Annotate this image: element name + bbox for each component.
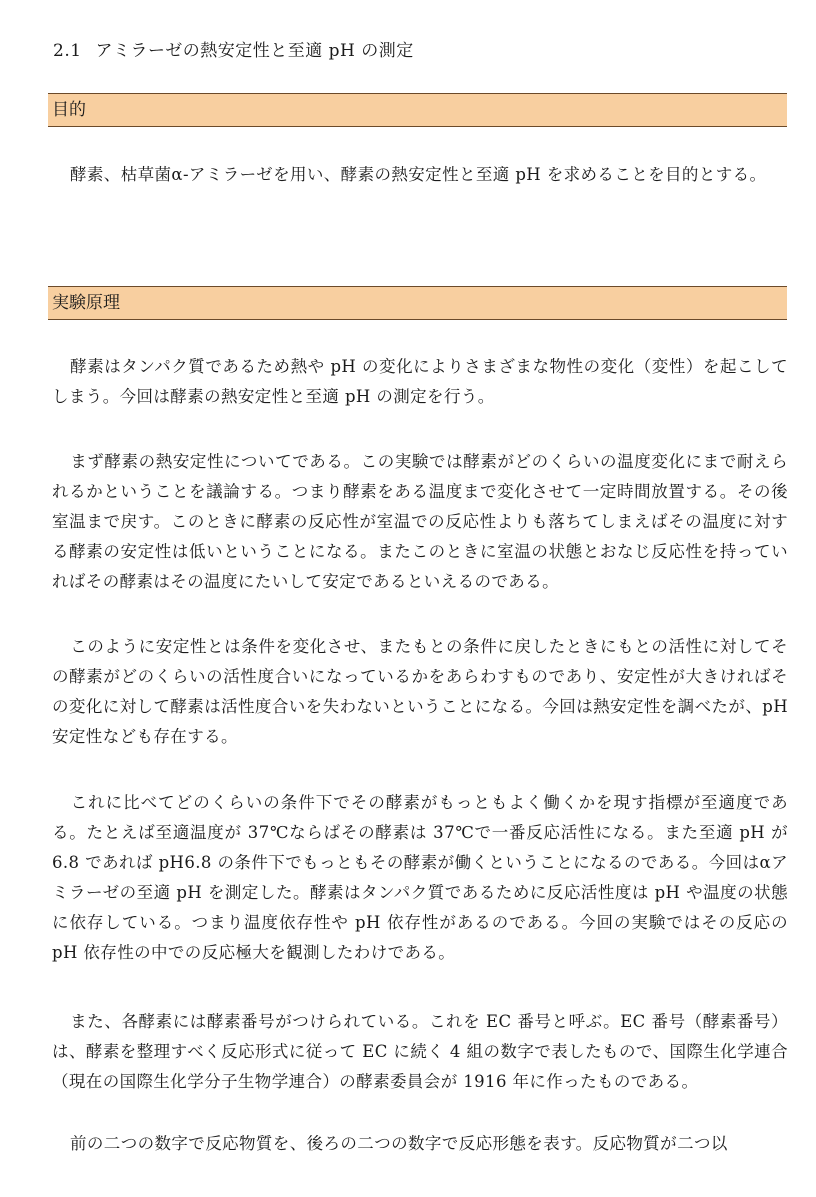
paragraph-text: まず酵素の熱安定性についてである。この実験では酵素がどのくらいの温度変化にまで耐えられるかということを議論する。つまり酵素をある温度まで変化させて一定時間放置する。その後室温まで戻す。このときに酵素の反応性が室温での反応性よりも落ちてしまえばその温度に対する酵素の安定性は低いということになる。またこのときに室温の状態とおなじ反応性を持っていればその酵素はその温度にたいして安定であるといえるのである。: [52, 452, 788, 591]
heading-principle: 実験原理: [48, 286, 787, 320]
section-title: [53, 36, 414, 61]
heading-purpose: 目的: [48, 93, 787, 127]
paragraph-text: 酵素、枯草菌α-アミラーゼを用い、酵素の熱安定性と至適 pH を求めることを目的とする。: [70, 165, 767, 184]
section-number: 2.1: [53, 41, 82, 61]
paragraph-text: 前の二つの数字で反応物質を、後ろの二つの数字で反応形態を表す。反応物質が二つ以: [70, 1134, 728, 1153]
paragraph-ec-number: [52, 1007, 788, 1097]
paragraph-thermal-stability: [52, 447, 788, 597]
paragraph-stability-definition: [52, 632, 788, 752]
paragraph-ec-digits: [52, 1129, 788, 1159]
paragraph-denaturation: [52, 352, 788, 412]
paragraph-text: また、各酵素には酵素番号がつけられている。これを EC 番号と呼ぶ。EC 番号（酵素番号）は、酵素を整理すべく反応形式に従って EC に続く 4 組の数字で表したもので、国際生化学連合（現在の国際生化学分子生物学連合）の酵素委員会が 1916 年に作ったものである。: [52, 1012, 788, 1091]
paragraph-text: このように安定性とは条件を変化させ、またもとの条件に戻したときにもとの活性に対してその酵素がどのくらいの活性度合いになっているかをあらわすものであり、安定性が大きければその変化に対して酵素は活性度合いを失わないということになる。今回は熱安定性を調べたが、pH 安定性なども存在する。: [52, 637, 788, 746]
paragraph-purpose: [52, 160, 788, 190]
paragraph-text: これに比べてどのくらいの条件下でその酵素がもっともよく働くかを現す指標が至適度である。たとえば至適温度が 37℃ならばその酵素は 37℃で一番反応活性になる。また至適 pH が 6.8 であれば pH6.8 の条件下でもっともその酵素が働くということになるのである。今回はαアミラーゼの至適 pH を測定した。酵素はタンパク質であるために反応活性度は pH や温度の状態に依存している。つまり温度依存性や pH 依存性があるのである。今回の実験ではその反応の pH 依存性の中での反応極大を観測したわけである。: [52, 793, 788, 962]
section-title-text: アミラーゼの熱安定性と至適 pH の測定: [95, 41, 414, 61]
paragraph-optimum: [52, 788, 788, 968]
paragraph-text: 酵素はタンパク質であるため熱や pH の変化によりさまざまな物性の変化（変性）を起こしてしまう。今回は酵素の熱安定性と至適 pH の測定を行う。: [52, 357, 788, 406]
